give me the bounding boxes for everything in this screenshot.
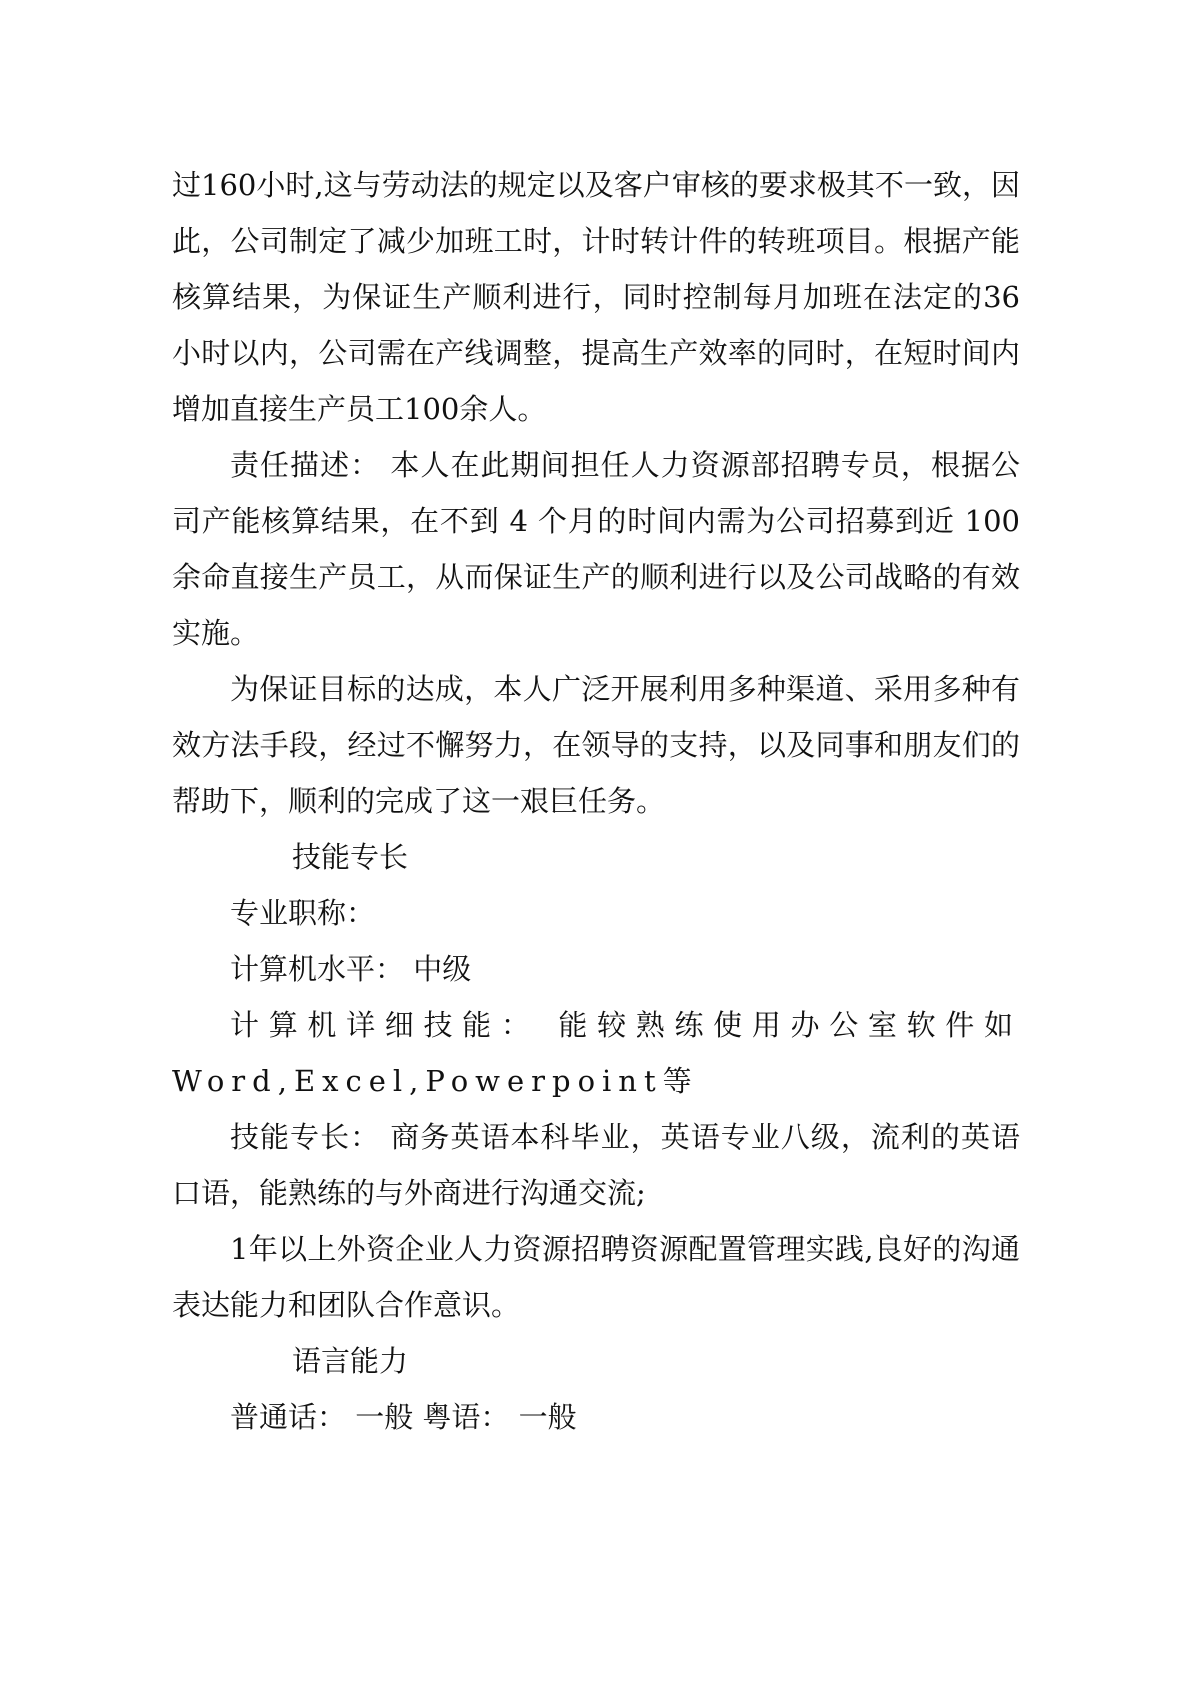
language-levels: 普通话： 一般 粤语： 一般: [230, 1400, 577, 1434]
document-body: [172, 157, 1020, 1445]
computer-skills: 计算机详细技能： 能较熟练使用办公室软件如Word,Excel,Powerpoint等: [172, 1008, 1020, 1098]
skills-heading: 技能专长: [292, 840, 409, 874]
responsibility-paragraph: 责任描述： 本人在此期间担任人力资源部招聘专员，根据公司产能核算结果，在不到 4 个月的时间内需为公司招募到近 100 余命直接生产员工，从而保证生产的顺利进行以及公司战略的有效实施。: [172, 448, 1020, 650]
professional-title: 专业职称：: [230, 896, 376, 930]
achievement-paragraph: 为保证目标的达成，本人广泛开展利用多种渠道、采用多种有效方法手段，经过不懈努力，在领导的支持，以及同事和朋友们的帮助下，顺利的完成了这一艰巨任务。: [172, 672, 1020, 818]
computer-level: 计算机水平： 中级: [230, 952, 472, 986]
language-heading: 语言能力: [292, 1344, 409, 1378]
project-background-paragraph: 过160小时,这与劳动法的规定以及客户审核的要求极其不一致，因此，公司制定了减少加班工时，计时转计件的转班项目。根据产能核算结果，为保证生产顺利进行，同时控制每月加班在法定的36小时以内，公司需在产线调整，提高生产效率的同时，在短时间内增加直接生产员工100余人。: [172, 168, 1020, 426]
skill-specialty: 技能专长： 商务英语本科毕业，英语专业八级，流利的英语口语，能熟练的与外商进行沟通交流;: [172, 1120, 1020, 1210]
work-experience: 1年以上外资企业人力资源招聘资源配置管理实践,良好的沟通表达能力和团队合作意识。: [172, 1232, 1020, 1322]
